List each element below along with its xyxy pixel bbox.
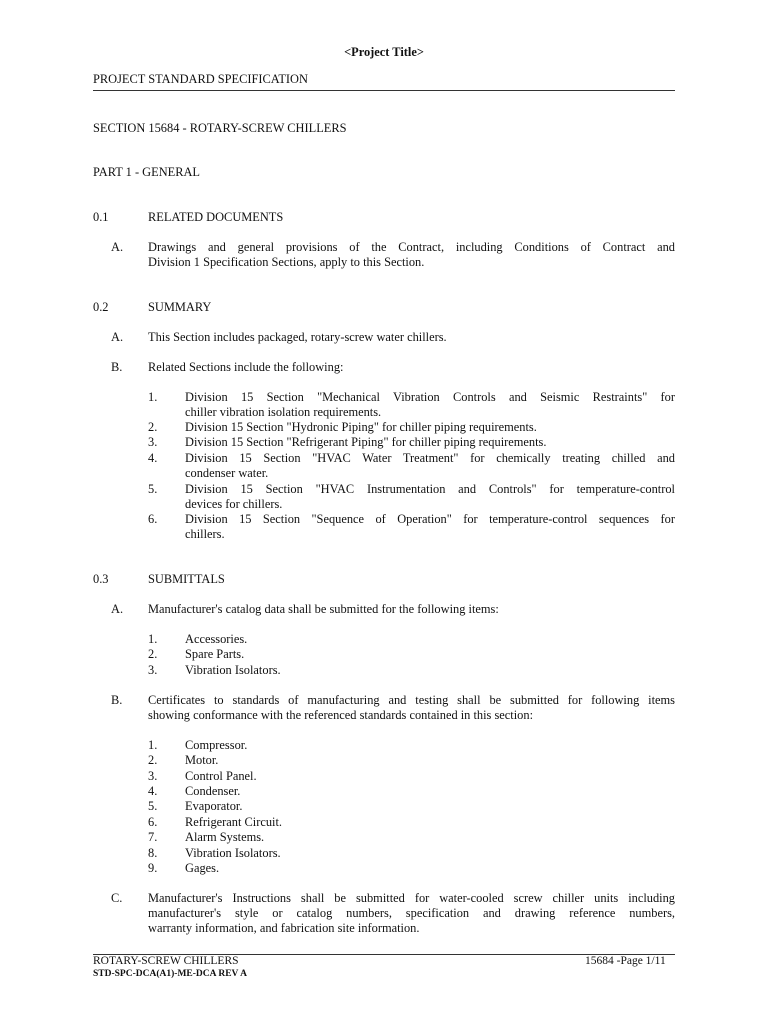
footer-section-name: ROTARY-SCREW CHILLERS <box>93 955 239 967</box>
list-item-line: Division 15 Section "HVAC Instrumentation and Controls" for temperature-control <box>185 482 675 496</box>
article-title: RELATED DOCUMENTS <box>148 210 284 224</box>
list-item-line: Division 15 Section "Mechanical Vibration Controls and Seismic Restraints" for <box>185 390 675 404</box>
list-item-line: Division 15 Section "Sequence of Operation" for temperature-control sequences for <box>185 512 675 526</box>
list-number: 1. <box>148 390 158 404</box>
article-number: 0.3 <box>93 572 109 586</box>
list-number: 3. <box>148 769 158 783</box>
list-item-line: Division 15 Section "Refrigerant Piping" for chiller piping requirements. <box>185 435 547 449</box>
list-item-line: Division 15 Section "HVAC Water Treatment" for chemically treating chilled and <box>185 451 675 465</box>
list-item-line: Evaporator. <box>185 799 243 813</box>
paragraph-marker: B. <box>111 360 123 374</box>
list-number: 3. <box>148 435 158 449</box>
list-item-line: Alarm Systems. <box>185 830 265 844</box>
list-item-line: Division 15 Section "Hydronic Piping" for chiller piping requirements. <box>185 420 537 434</box>
footer-document-code: STD-SPC-DCA(A1)-ME-DCA REV A <box>93 969 247 979</box>
list-number: 6. <box>148 512 158 526</box>
list-item-line: Condenser. <box>185 784 241 798</box>
list-number: 3. <box>148 663 158 677</box>
paragraph-marker: A. <box>111 330 124 344</box>
list-number: 1. <box>148 738 158 752</box>
spec-label: PROJECT STANDARD SPECIFICATION <box>93 72 308 86</box>
list-item-line: Vibration Isolators. <box>185 846 281 860</box>
header-rule <box>93 90 675 91</box>
list-item-line: Spare Parts. <box>185 647 245 661</box>
paragraph-line: warranty information, and fabrication site information. <box>148 921 420 935</box>
list-item-line: Refrigerant Circuit. <box>185 815 283 829</box>
list-number: 2. <box>148 647 158 661</box>
paragraph-text: Manufacturer's catalog data shall be submitted for the following items: <box>148 602 499 616</box>
paragraph-marker: A. <box>111 240 124 254</box>
list-number: 1. <box>148 632 158 646</box>
list-number: 2. <box>148 753 158 767</box>
article-number: 0.1 <box>93 210 109 224</box>
paragraph-line: Division 1 Specification Sections, apply to this Section. <box>148 255 425 269</box>
part-title: PART 1 - GENERAL <box>93 165 200 179</box>
paragraph-line: manufacturer's style or catalog numbers, specification and drawing reference numbers, <box>148 906 675 920</box>
list-item-line: Vibration Isolators. <box>185 663 281 677</box>
list-item-line: Compressor. <box>185 738 248 752</box>
paragraph-line: Manufacturer's Instructions shall be submitted for water-cooled screw chiller units including <box>148 891 675 905</box>
list-number: 4. <box>148 451 158 465</box>
list-item-line: condenser water. <box>185 466 269 480</box>
paragraph-text: Related Sections include the following: <box>148 360 344 374</box>
list-number: 6. <box>148 815 158 829</box>
article-number: 0.2 <box>93 300 109 314</box>
list-number: 5. <box>148 482 158 496</box>
list-item-line: Control Panel. <box>185 769 257 783</box>
list-item-line: chillers. <box>185 527 225 541</box>
list-number: 8. <box>148 846 158 860</box>
list-item-line: Gages. <box>185 861 220 875</box>
list-item-line: chiller vibration isolation requirements. <box>185 405 382 419</box>
list-item-line: devices for chillers. <box>185 497 283 511</box>
paragraph-marker: C. <box>111 891 123 905</box>
article-title: SUMMARY <box>148 300 212 314</box>
paragraph-text: This Section includes packaged, rotary-screw water chillers. <box>148 330 447 344</box>
list-item-line: Accessories. <box>185 632 248 646</box>
list-number: 4. <box>148 784 158 798</box>
list-number: 7. <box>148 830 158 844</box>
paragraph-line: showing conformance with the referenced standards contained in this section: <box>148 708 534 722</box>
list-number: 2. <box>148 420 158 434</box>
paragraph-marker: A. <box>111 602 124 616</box>
list-item-line: Motor. <box>185 753 219 767</box>
list-number: 9. <box>148 861 158 875</box>
paragraph-line: Drawings and general provisions of the Contract, including Conditions of Contract and <box>148 240 675 254</box>
section-title: SECTION 15684 - ROTARY-SCREW CHILLERS <box>93 121 347 135</box>
article-title: SUBMITTALS <box>148 572 225 586</box>
paragraph-marker: B. <box>111 693 123 707</box>
paragraph-line: Certificates to standards of manufacturing and testing shall be submitted for following items <box>148 693 675 707</box>
project-title: <Project Title> <box>344 45 424 59</box>
list-number: 5. <box>148 799 158 813</box>
footer-page-number: 15684 -Page 1/11 <box>585 955 666 967</box>
